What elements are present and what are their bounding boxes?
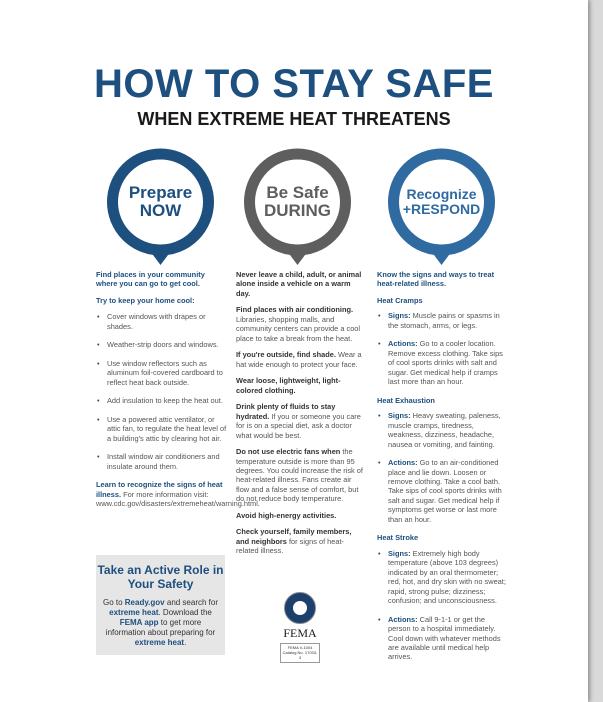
home-cool-list: [96, 312, 228, 471]
check-neighbors-tip: Check yourself, family members, and neighbors for signs of heat-related illness.: [236, 527, 352, 556]
prepare-intro: Find places in your community where you can go to get cool.: [96, 270, 205, 289]
heat-exhaustion-list: [377, 411, 507, 524]
hydration-tip: Drink plenty of fluids to stay hydrated. If you or someone you care for is on a special diet, ask a doctor what would be best.: [236, 402, 361, 440]
list-item: • Signs: Heavy sweating, paleness, muscle cramps, tiredness, weakness, dizziness, headache, nausea or vomiting, and fainting.: [388, 411, 507, 449]
list-item: • Install window air conditioners and insulate around them.: [107, 452, 228, 471]
activity-tip: Avoid high-energy activities.: [236, 510, 337, 520]
fema-wordmark: FEMA: [283, 626, 317, 640]
respond-intro: Know the signs and ways to treat heat-related illness.: [377, 270, 495, 289]
list-item: • Weather-strip doors and windows.: [107, 340, 228, 349]
fans-tip: Do not use electric fans when the temperature outside is more than 95 degrees. You could increase the risk of heat-related illness. Fans create air flow and a false sense of comfort, but do not reduce body temperature.: [236, 447, 363, 504]
recognize-respond-badge: [384, 147, 499, 262]
list-item: • Use window reflectors such as aluminum foil-covered cardboard to reflect heat back outside.: [107, 359, 228, 387]
page-title: HOW TO STAY SAFE: [94, 62, 494, 106]
catalog-number: FEMA V-1004 Catalog No. 17033-3: [280, 643, 320, 663]
during-column: [236, 270, 366, 563]
active-role-body: Go to Ready.gov and search for extreme heat. Download the FEMA app to get more information about preparing for extreme heat.: [102, 597, 219, 647]
heat-stroke-list: [377, 549, 507, 662]
list-item: • Actions: Call 9-1-1 or get the person to a hospital immediately. Cool down with whatever methods are available until medical help arrives.: [388, 615, 507, 662]
section-heat-cramps: Heat Cramps: [377, 295, 423, 305]
prepare-now-badge: [103, 147, 218, 262]
active-role-box: [96, 555, 225, 655]
list-item: • Signs: Muscle pains or spasms in the stomach, arms, or legs.: [388, 311, 507, 330]
clothing-tip: Wear loose, lightweight, light-colored clothing.: [236, 376, 341, 395]
badge-line1: Be Safe: [266, 183, 329, 203]
badge-line2: +RESPOND: [402, 201, 481, 217]
fema-app-link[interactable]: FEMA app: [119, 617, 159, 627]
fema-logo: [270, 592, 330, 663]
ready-gov-link[interactable]: Ready.gov: [124, 597, 165, 607]
list-item: • Use a powered attic ventilator, or attic fan, to regulate the heat level of a building's attic by clearing hot air.: [107, 415, 228, 443]
list-item: • Actions: Go to an air-conditioned place and lie down. Loosen or remove clothing. Take a cool bath. Take sips of cool sports drinks with salt and sugar. Get medical help if symptoms get worse or last more than an hour.: [388, 458, 507, 524]
list-item: • Add insulation to keep the heat out.: [107, 396, 228, 405]
section-heat-exhaustion: Heat Exhaustion: [377, 395, 435, 405]
learn-signs-text: Learn to recognize the signs of heat illness. For more information visit: www.cdc.gov/disasters/extremeheat/warning.html.: [96, 480, 260, 508]
badge-line1: Prepare: [128, 183, 193, 203]
list-item: • Signs: Extremely high body temperature (above 103 degrees) indicated by an oral thermometer; red, hot, and dry skin with no sweat; rapid, strong pulse; dizziness; confusion; and unconsciousness.: [388, 549, 507, 606]
respond-column: [377, 270, 507, 671]
badge-line2: DURING: [263, 201, 332, 220]
shade-tip: If you're outside, find shade. Wear a hat wide enough to protect your face.: [236, 350, 362, 369]
page-subtitle: WHEN EXTREME HEAT THREATENS: [137, 109, 451, 129]
be-safe-during-badge: [240, 147, 355, 262]
section-heat-stroke: Heat Stroke: [377, 533, 419, 543]
dhs-seal-icon: [284, 592, 316, 624]
active-role-title: Take an Active Role in Your Safety: [97, 563, 224, 591]
home-cool-heading: Try to keep your home cool:: [96, 295, 195, 305]
list-item: • Actions: Go to a cooler location. Remove excess clothing. Take sips of cool sports drinks with salt and sugar. Get medical help if cramps last more than an hour.: [388, 339, 507, 386]
list-item: • Cover windows with drapes or shades.: [107, 312, 228, 331]
vehicle-warning: Never leave a child, adult, or animal alone inside a vehicle on a warm day.: [236, 270, 362, 298]
badge-line2: NOW: [139, 201, 182, 220]
air-conditioning-tip: Find places with air conditioning. Libraries, shopping malls, and community centers can provide a cool place to take a break from the heat.: [236, 305, 361, 343]
prepare-column: [96, 270, 260, 515]
badge-line1: Recognize: [406, 186, 477, 203]
heat-cramps-list: [377, 311, 507, 386]
